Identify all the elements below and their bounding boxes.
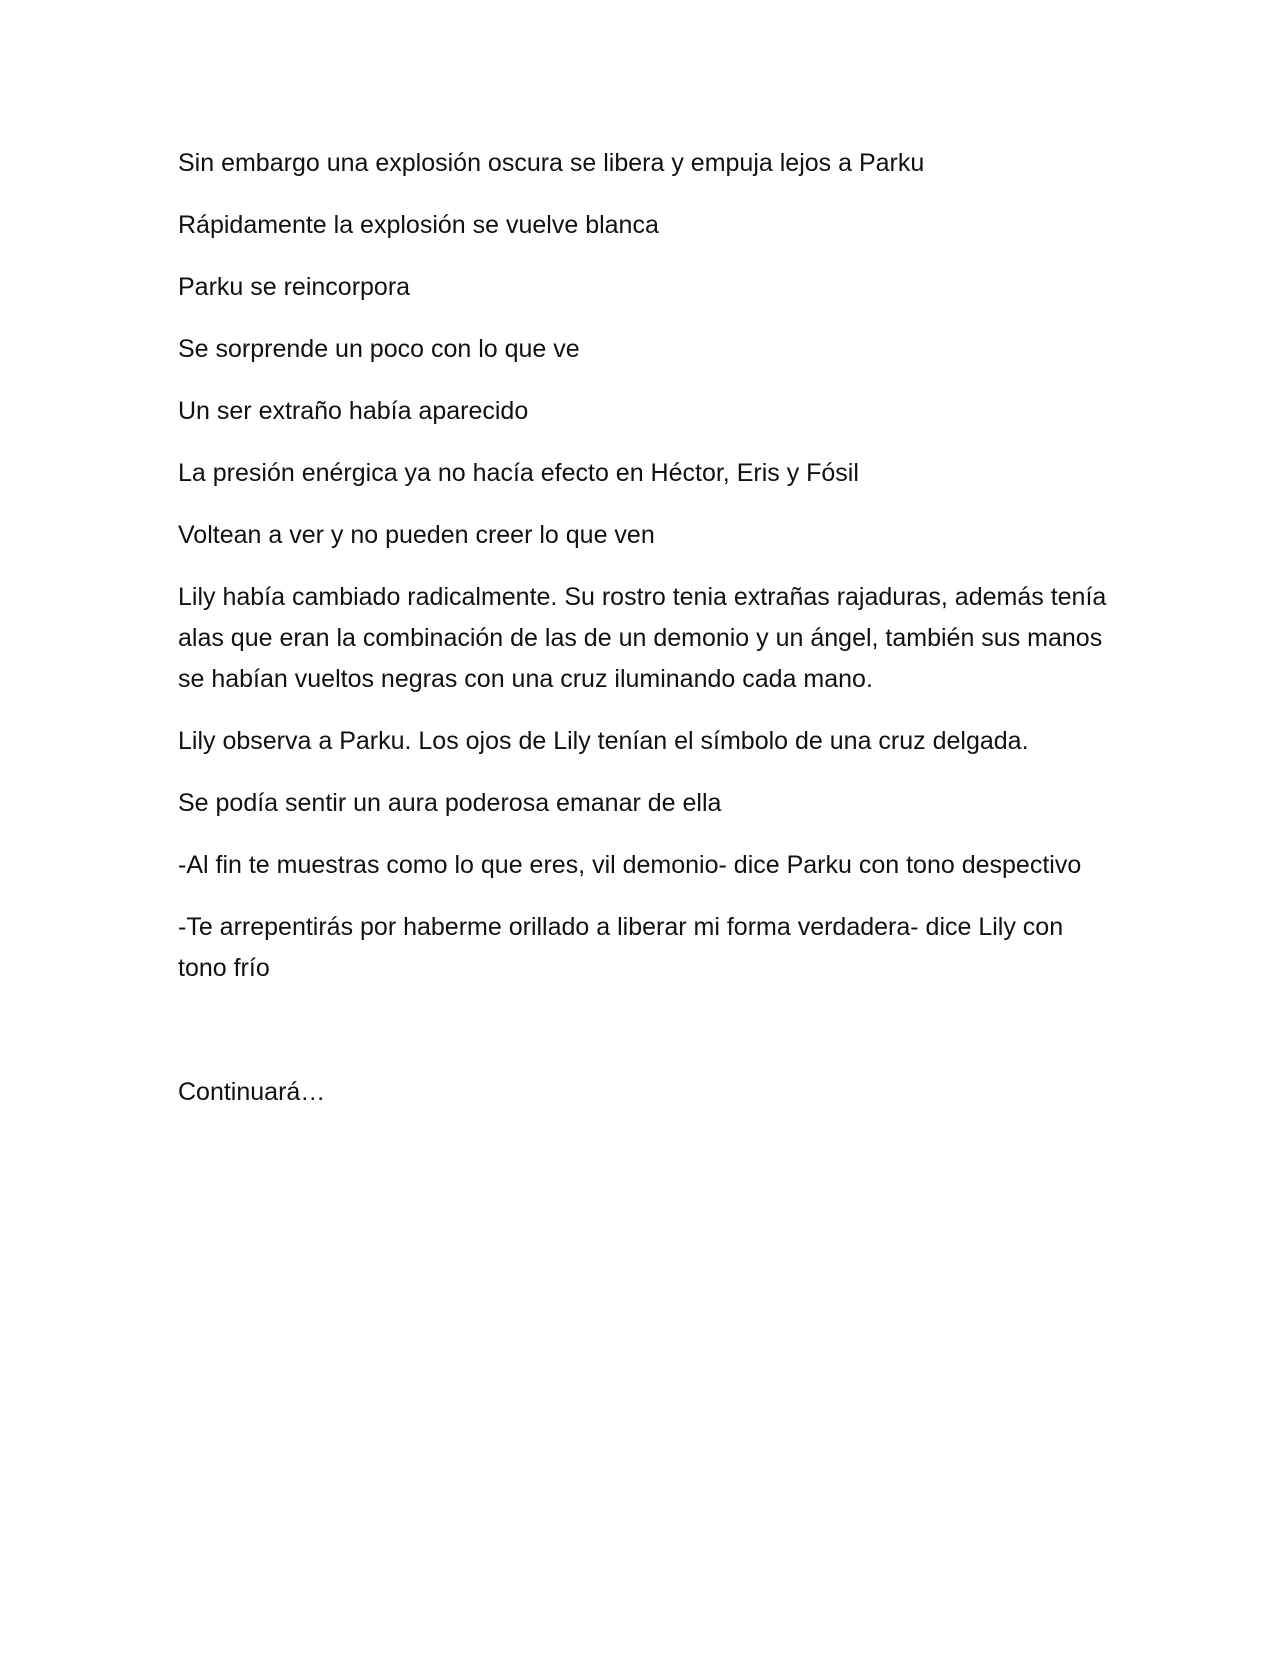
paragraph-4: Se sorprende un poco con lo que ve xyxy=(178,335,580,363)
paragraph-11: -Al fin te muestras como lo que eres, vil demonio- dice Parku con tono despectivo xyxy=(178,851,1082,879)
paragraph-5: Un ser extraño había aparecido xyxy=(178,397,529,425)
paragraph-10: Se podía sentir un aura poderosa emanar de ella xyxy=(178,789,722,817)
paragraph-12: -Te arrepentirás por haberme orillado a liberar mi forma verdadera- dice Lily con tono frío xyxy=(178,913,1064,982)
paragraph-3: Parku se reincorpora xyxy=(178,273,411,301)
paragraph-2: Rápidamente la explosión se vuelve blanca xyxy=(178,211,659,239)
blank-line xyxy=(178,1010,1118,1072)
paragraph-7: Voltean a ver y no pueden creer lo que ven xyxy=(178,521,655,549)
paragraph-6: La presión enérgica ya no hacía efecto en Héctor, Eris y Fósil xyxy=(178,459,859,487)
closing-text: Continuará… xyxy=(178,1078,326,1106)
paragraph-8: Lily había cambiado radicalmente. Su rostro tenia extrañas rajaduras, además tenía alas que eran la combinación de las de un demonio y un ángel, también sus manos se habían vueltos negras con una cruz iluminando cada mano. xyxy=(178,583,1107,693)
paragraph-1: Sin embargo una explosión oscura se libera y empuja lejos a Parku xyxy=(178,149,925,177)
document-body xyxy=(178,143,1118,1134)
paragraph-9: Lily observa a Parku. Los ojos de Lily tenían el símbolo de una cruz delgada. xyxy=(178,727,1029,755)
